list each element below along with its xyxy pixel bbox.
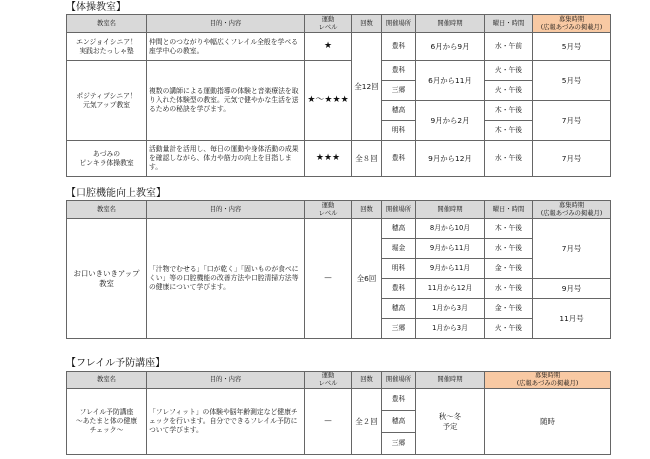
- session-count: 全12回: [352, 33, 382, 141]
- table-row: [67, 141, 611, 177]
- period: 1月から3月: [416, 299, 485, 319]
- class-name: エンジョイシニア！ 実践おたっしゃ塾: [67, 33, 147, 61]
- recruit-month: 5月号: [533, 61, 611, 101]
- venue: 穂高: [382, 299, 416, 319]
- table-header-row: [67, 201, 611, 219]
- table-row: [67, 389, 611, 411]
- day-time: 金・午後: [485, 299, 533, 319]
- recruit-month: 9月号: [533, 279, 611, 299]
- section-title-oral: 【口腔機能向上教室】: [66, 188, 166, 199]
- class-description: 「汁物でむせる」「口が乾く」「固いものが食べにくい」等の口腔機能の改善方法や口腔清掃方法等の健康について学びます。: [147, 219, 305, 339]
- session-count: 全２回: [352, 389, 382, 455]
- session-count: 全８回: [352, 141, 382, 177]
- table-header-row: [67, 15, 611, 33]
- venue: 豊科: [382, 279, 416, 299]
- day-time: 木・午後: [485, 219, 533, 239]
- header-period: 開催時期: [416, 15, 485, 33]
- header-count: 回数: [352, 372, 382, 389]
- header-day-time: 曜日・時間: [485, 201, 533, 219]
- session-count: 全6回: [352, 219, 382, 339]
- table-header-row: [67, 372, 611, 389]
- day-time: 水・午前: [485, 33, 533, 61]
- venue: 穂高: [382, 219, 416, 239]
- day-time: 火・午後: [485, 61, 533, 81]
- period: 1月から3月: [416, 319, 485, 339]
- day-time: 木・午後: [485, 121, 533, 141]
- header-level: 運動 レベル: [305, 372, 352, 389]
- header-place: 開催場所: [382, 15, 416, 33]
- period: 6月から9月: [416, 33, 485, 61]
- venue: 穂高: [382, 101, 416, 121]
- header-content: 目的・内容: [147, 372, 305, 389]
- period: 6月から11月: [416, 61, 485, 101]
- class-name: あづみの ピンキラ体操教室: [67, 141, 147, 177]
- header-day-time: 曜日・時間: [485, 15, 533, 33]
- class-description: 「フレフィット」の体験や脳年齢測定など健康チェックを行います。自分でできるフレイル予防について学びます。: [147, 389, 305, 455]
- venue: 三郷: [382, 81, 416, 101]
- table-row: [67, 219, 611, 239]
- period: 9月から12月: [416, 141, 485, 177]
- venue: 豊科: [382, 33, 416, 61]
- level-stars: ★: [305, 33, 352, 61]
- venue: 穂高: [382, 411, 416, 433]
- table-row: [67, 33, 611, 61]
- level-stars: ★～★★★: [305, 61, 352, 141]
- venue: 豊科: [382, 389, 416, 411]
- section-title-exercise: 【体操教室】: [66, 2, 126, 13]
- header-class-name: 教室名: [67, 201, 147, 219]
- recruit-month: 7月号: [533, 141, 611, 177]
- class-description: 複数の講師による運動指導の体験と音楽療法を取り入れた体験型の教室。元気で健やかな生活を送るための秘訣を学びます。: [147, 61, 305, 141]
- period: 9月から11月: [416, 259, 485, 279]
- header-level: 運動 レベル: [305, 201, 352, 219]
- header-period: 開催時期: [416, 372, 485, 389]
- class-description: 活動量計を活用し、毎日の運動や身体活動の成果を確認しながら、体力や筋力の向上を目指します。: [147, 141, 305, 177]
- day-time: 水・午後: [485, 279, 533, 299]
- venue: 三郷: [382, 433, 416, 455]
- level: ―: [305, 389, 352, 455]
- header-period: 開催時期: [416, 201, 485, 219]
- day-time: 火・午後: [485, 319, 533, 339]
- venue: 豊科: [382, 61, 416, 81]
- recruit-month: 11月号: [533, 299, 611, 339]
- header-content: 目的・内容: [147, 201, 305, 219]
- day-time: 水・午後: [485, 141, 533, 177]
- period: 11月から12月: [416, 279, 485, 299]
- exercise-class-table: [66, 14, 611, 177]
- venue: 豊科: [382, 141, 416, 177]
- header-recruit: 募集時期 (広報あづみの掲載月): [533, 15, 611, 33]
- header-recruit: 募集時期 (広報あづみの掲載月): [533, 201, 611, 219]
- recruit-month: 随時: [485, 389, 611, 455]
- header-class-name: 教室名: [67, 372, 147, 389]
- class-name: お口いきいきアップ 教室: [67, 219, 147, 339]
- class-description: 仲間とのつながりや幅広くフレイル全般を学べる座学中心の教室。: [147, 33, 305, 61]
- level: ―: [305, 219, 352, 339]
- recruit-month: 7月号: [533, 101, 611, 141]
- level-stars: ★★★: [305, 141, 352, 177]
- recruit-month: 7月号: [533, 219, 611, 279]
- venue: 明科: [382, 259, 416, 279]
- header-count: 回数: [352, 201, 382, 219]
- day-time: 水・午後: [485, 239, 533, 259]
- day-time: 木・午後: [485, 101, 533, 121]
- venue: 堀金: [382, 239, 416, 259]
- section-title-frailty: 【フレイル予防講座】: [66, 358, 166, 369]
- oral-class-table: [66, 200, 611, 339]
- venue: 明科: [382, 121, 416, 141]
- day-time: 金・午後: [485, 259, 533, 279]
- period: 秋～冬 予定: [416, 389, 485, 455]
- class-name: ポジティブシニア！ 元気アップ教室: [67, 61, 147, 141]
- header-content: 目的・内容: [147, 15, 305, 33]
- header-count: 回数: [352, 15, 382, 33]
- header-class-name: 教室名: [67, 15, 147, 33]
- period: 9月から2月: [416, 101, 485, 141]
- venue: 三郷: [382, 319, 416, 339]
- table-row: [67, 61, 611, 81]
- frailty-class-table: [66, 371, 611, 455]
- period: 9月から11月: [416, 239, 485, 259]
- period: 8月から10月: [416, 219, 485, 239]
- header-place: 開催場所: [382, 372, 416, 389]
- recruit-month: 5月号: [533, 33, 611, 61]
- day-time: 火・午後: [485, 81, 533, 101]
- header-place: 開催場所: [382, 201, 416, 219]
- header-recruit: 募集時期 (広報あづみの掲載月): [485, 372, 611, 389]
- class-name: フレイル予防講座 ～あたまと体の健康 チェック～: [67, 389, 147, 455]
- header-level: 運動 レベル: [305, 15, 352, 33]
